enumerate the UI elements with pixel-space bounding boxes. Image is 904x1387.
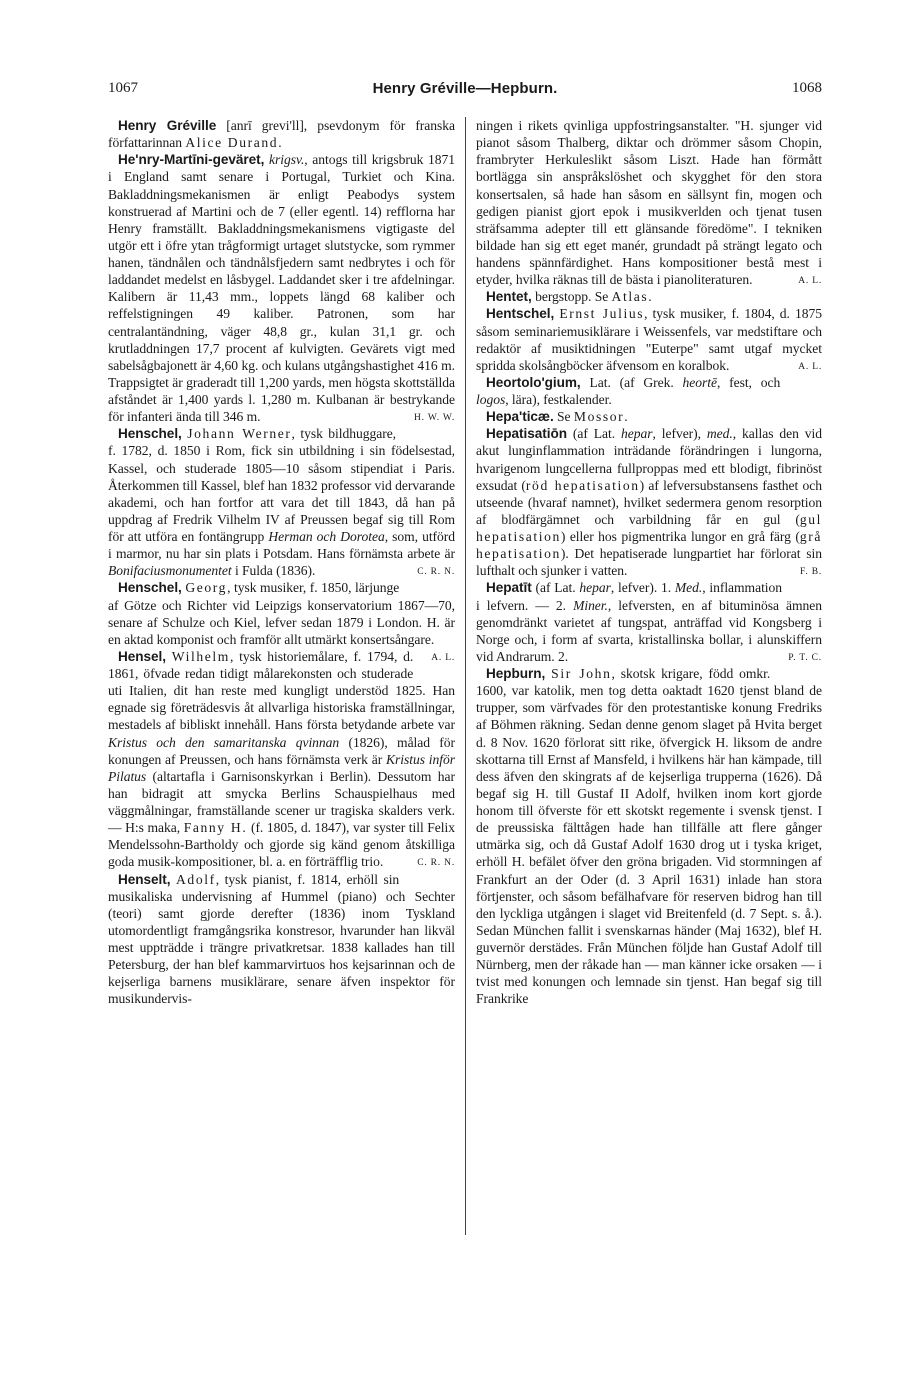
entry-text: , som, utförd i marmor, nu har sin plats i Potsdam. Hans förnämsta arbete är	[108, 529, 455, 562]
author-signature: F. B.	[800, 567, 822, 578]
work-title: Bonifaciusmonumentet	[108, 563, 232, 579]
author-signature: H. W. W.	[414, 413, 455, 424]
spaced-name: Fanny H.	[183, 820, 248, 836]
headword: Henschel,	[118, 580, 182, 596]
entry-text: [anrī grevi'll], psevdonym för franska författarinnan	[108, 118, 455, 151]
page-header	[108, 80, 822, 104]
spaced-term: röd hepatisation	[525, 477, 640, 493]
entry-text: , inflammation i lefvern. — 2.	[476, 580, 783, 613]
spaced-name: Ernst Julius	[559, 306, 645, 322]
entry-text: i Fulda (1836).	[231, 563, 316, 579]
headword: Hepatisatiōn	[486, 426, 567, 442]
entry-text: ) af lefversubstansens fasthet och utseende (hvaraf namnet), hvilket sedermera genom resorption af blodfärgämnet och varbildning får en gul (	[476, 477, 822, 527]
entry-text: bergstopp. Se	[531, 289, 612, 305]
entry-henselt-continued	[476, 117, 822, 288]
entry-text: , antogs till krigsbruk 1871 i England samt senare i Portugal, Turkiet och Kina. Bakladdningsmekanismen är enligt Peabodys system konstruerad af Martini och de 7 (eller egentl. 14) refflorna har Henry framställt. Bakladdningsmekanismens vigtigaste del utgör ett i öfre ytan trågformigt urtaget slutstycke, som rymmer hanen, tändnålen och tändnålsfjedern samt nedbrytes i och för laddandet medelst en låsbygel. Laddandet sker i tre afdelningar. Kalibern är 11,43 mm., loppets längd 68 kaliber och reffelstigningen 49 kaliber. Patronen, som har centralantändning, väger 48,8 gr., kulan 31,1 gr. och krutladdningen 17,7 procent af kulvigten. Gevärets vigt med sabelsågbajonett är 4,60 kg. och kulans utgångshastighet 416 m. Trappsigtet är graderadt till 1,200 yards, men högsta skottställda afståndet är 1,400 yards l. 1,280 m. Kulbanan är bestrykande för infanteri ända till 346 m.	[108, 152, 455, 425]
author-signature: A. L.	[798, 361, 822, 372]
spaced-name: Georg	[185, 580, 228, 596]
page-number-left: 1067	[108, 80, 138, 96]
spaced-term: grå hepatisation	[476, 529, 822, 562]
entry-hensel	[108, 648, 455, 871]
abbreviation: Med.	[674, 580, 703, 596]
entry-text: , lefver). 1.	[610, 580, 675, 596]
author-signature: C. R. N.	[417, 567, 455, 578]
entry-henschel-johann	[108, 425, 455, 579]
abbreviation: Miner.	[573, 597, 608, 613]
author-signature: C. R. N.	[417, 858, 455, 869]
entry-text: , tysk historiemålare, f. 1794, d. 1861, öfvade redan tidigt målarekonsten och studerade uti Italien, dit han reste med kungligt understöd 1825. Han egnade sig företrädesvis åt allvarliga historiska framställningar, mestadels af bibliskt innehåll. Hans första betydande arbete var	[108, 648, 455, 733]
entry-text: " samt utgaf mycket spridda skolsångböcker äfvensom en koralbok.	[476, 340, 822, 373]
entry-text: (af Lat.	[531, 580, 580, 596]
work-title: Herman och Dorotea	[268, 529, 385, 544]
cross-reference: Mossor	[573, 409, 625, 425]
entry-text: , tysk musiker, f. 1850, lärjunge af Götze och Richter vid Leipzigs konservatorium 1867—70, senare af Schulze och Kiel, lefver sedan 1879 i London. H. är en aktad komponist och framför allt utmärkt konsertsångare.	[108, 580, 455, 647]
entry-text: , lefver),	[652, 426, 707, 442]
entry-text: , lefversten, en af bituminösa ämnen genomdränkt varietet af tungspat, anträffad vid Kongsberg i Norge och, i form af svarta, kristallinska bollar, i alunskiffern vid Andrarum. 2.	[476, 597, 823, 664]
entry-text: .	[624, 409, 628, 425]
entry-heortologium	[476, 374, 822, 408]
entry-text: (af Lat.	[566, 426, 622, 442]
spaced-name: Wilhelm	[171, 648, 230, 664]
headword: Henschel,	[118, 426, 182, 442]
author-signature: P. T. C.	[788, 652, 822, 663]
entry-text: , fest, och	[716, 374, 781, 390]
work-title: Kristus inför Pilatus	[108, 751, 455, 784]
headword: Hepatīt	[486, 580, 532, 596]
entry-text: Se	[553, 409, 574, 425]
spaced-name: Alice Durand	[185, 135, 279, 151]
entry-hepatisation	[476, 425, 822, 579]
entry-henry-greville	[108, 117, 455, 151]
spaced-name: Sir John	[551, 666, 612, 681]
entry-text: .	[278, 135, 282, 151]
spaced-term: gul hepatisation	[476, 511, 822, 544]
right-column	[476, 117, 822, 1008]
abbreviation: med.	[706, 426, 733, 442]
author-signature: A. L.	[798, 276, 822, 287]
entry-text: , kallas den vid akut lunginflammation inträdande förändringen i lungorna, hvarigenom lungcellerna fullproppas med ett blodigt, fibrinöst exsudat (	[476, 426, 822, 493]
running-head: Henry Gréville—Hepburn.	[372, 80, 558, 97]
entry-hepaticae	[476, 408, 822, 425]
entry-text: , tysk pianist, f. 1814, erhöll sin musikaliska undervisning af Hummel (piano) och Sechter (teori) samt gjorde derefter (1836) inom Tyskland utomordentligt framgångsrika konstresor, hvarunder han likväl mest uppträdde i trängre privatkretsar. 1838 kallades han till Petersburg, der han blef kammarvirtuos hos kejsarinnan och de kejserliga barnens musiklärare, senare äfven inspektor för musikundervis-	[108, 871, 455, 1007]
abbreviation: krigsv.	[269, 152, 305, 168]
headword: Hepa'ticæ.	[486, 409, 554, 425]
cross-reference: Atlas	[611, 289, 649, 305]
etymology-word: hepar	[621, 426, 653, 442]
etymology-word: heortē	[682, 374, 717, 390]
spaced-name: Johann Werner	[187, 426, 292, 442]
headword: Hensel,	[118, 648, 167, 664]
entry-text: (f. 1805, d. 1847), var syster till Felix Mendelssohn-Bartholdy och gjorde sig känd genom åtskilliga goda musik-kompositioner, bl. a. en förträfflig trio.	[108, 820, 455, 870]
headword: Hentet,	[486, 289, 532, 305]
entry-text: , tysk bildhuggare, f. 1782, d. 1850 i Rom, fick sin utbildning i sin födelsestad, Kassel, och studerade 1805—10 såsom stipendiat i Paris. Återkommen till Kassel, blef han 1832 professor vid dervarande akademi, och han fortfor att vara det till 1843, då han på uppdrag af Fredrik Vilhelm IV af Preussen begaf sig till Rom för att utföra en fontängrupp	[108, 426, 455, 544]
entry-text: , lära), festkalender.	[505, 392, 612, 407]
page-number-right: 1068	[792, 80, 822, 96]
entry-hentet	[476, 288, 822, 305]
headword: Heortolo'gium,	[486, 374, 581, 390]
entry-text: ) eller hos pigmentrika lungor en grå färg (	[560, 529, 800, 544]
entry-hepburn	[476, 665, 822, 1008]
headword: Hepburn,	[486, 666, 546, 681]
column-divider	[465, 117, 466, 1235]
left-column	[108, 117, 455, 1008]
entry-henselt	[108, 871, 455, 1008]
entry-text: ningen i rikets qvinliga uppfostringsanstalter. "H. sjunger vid pianot såsom Thalberg, diktar och drömmer såsom Chopin, frambryter Herkuleslikt såsom Liszt. Hade han förmått bortlägga sin anspråkslöshet och skygghet för den stora konsertsalen, så hade han såsom en sällsynt fin, mogen och gedigen pianist gjort epok i musikverlden och tjenat tusen sträfsamma adepter till ett glänsande föredöme". I tekniken bildade han sig ett eget manér, grundadt på strängt legato och handens spännfärdighet. Hans kompositioner bestå mest i etyder, hvilka räknas till de bästa i pianoliteraturen.	[476, 118, 822, 288]
entry-hepatit	[476, 579, 822, 665]
entry-text: , skotsk krigare, född omkr. 1600, var katolik, men tog detta oaktadt 1620 tjenst bland de trupper, som värfvades för den protestantiske konung Fredriks af Böhmen räkning. Sedan denne genom slaget på Hvita berget d. 8 Nov. 1620 förlorat sitt rike, öfvergick H. liksom de andre skottarna till Ernst af Mansfeld, i hvilkens här han kämpade, till dess äfven den skingrats af de kejserliga trupperna (1626). Då begaf sig H. till Gustaf II Adolf, hvilken inom kort gjorde honom till öfverste för ett skotskt regemente i svensk tjenst. I de preussiska fälttågen hade han tillfälle att flere gånger utmärka sig, och då Gustaf Adolf 1630 drog ut i tyska kriget, erhöll H. befälet öfver den gröna brigaden. Vid stormningen af Frankfurt an der Oder (d. 3 April 1631) inlade han stora förtjenster, och såsom befälhafvare för reserven bidrog han till den lyckliga utgången i slaget vid Breitenfeld (d. 7 Sept. s. å.). Sedan München fallit i svenskarnas händer (Maj 1632), blef H. guvernör derstädes. Från München följde han Gustaf Adolf till Nürnberg, men der råkade han — man känner icke orsaken — i tvist med konungen och lemnade sin tjenst. Han begaf sig till Frankrike	[476, 666, 822, 1007]
entry-text: , tysk musiker, f. 1804, d. 1875 såsom seminariemusiklärare i Weissenfels, var medstiftare och redaktör af musiktidningen "	[476, 306, 822, 356]
work-title: Kristus och den samaritanska qvinnan	[108, 734, 340, 750]
entry-henry-martini-geväret	[108, 151, 455, 425]
entry-text: (1826), målad för konungen af Preussen, och hans förnämsta verk är	[108, 734, 455, 767]
etymology-word: logos	[476, 392, 506, 407]
entry-text: ). Det hepatiserade lungpartiet har förlorat sin lufthalt och sjunker i vatten.	[476, 546, 822, 579]
entry-hentschel	[476, 305, 822, 374]
etymology-word: hepar	[579, 580, 611, 596]
headword: Hentschel,	[486, 306, 555, 322]
headword: He'nry-Martīni-geväret,	[118, 152, 265, 168]
spaced-name: Adolf	[176, 871, 216, 887]
entry-text: (altartafla i Garnisonskyrkan i Berlin). Dessutom har han bidragit att smycka Berlins Schauspielhaus med väggmålningar, framställande scener ur tragiska skalders verk. — H:s maka,	[108, 768, 455, 836]
headword: Henry Gréville	[118, 118, 217, 133]
entry-text: .	[648, 289, 652, 305]
work-title: Euterpe	[651, 340, 694, 356]
headword: Henselt,	[118, 871, 171, 887]
author-signature: A. L.	[431, 652, 455, 663]
entry-text: Lat. (af Grek.	[580, 374, 683, 390]
